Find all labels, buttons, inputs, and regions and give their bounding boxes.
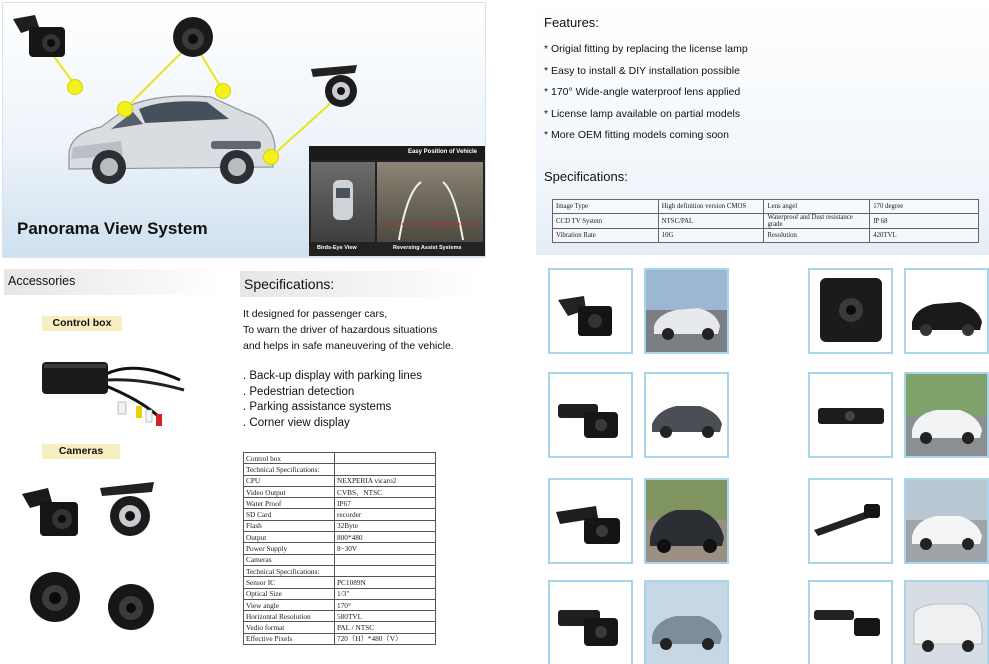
control-box-label: Control box (42, 316, 122, 331)
features-heading: Features: (544, 15, 599, 30)
inset-caption: Birds-Eye View (317, 245, 357, 251)
spec-row (244, 464, 436, 475)
car-photo[interactable] (644, 268, 729, 354)
spec-value (335, 453, 436, 464)
camera-icon (9, 13, 69, 63)
camera-icon (18, 484, 82, 542)
specifications-heading: Specifications: (240, 271, 480, 297)
spec-label: Water Proof (244, 498, 335, 509)
spec-label: CPU (244, 475, 335, 486)
spec-label: CCD TV System (553, 214, 659, 229)
spec-value: 580TVL (335, 611, 436, 622)
spec-value (335, 565, 436, 576)
callout-dot (263, 149, 279, 165)
spec-label: SD Card (244, 509, 335, 520)
product-thumbnail[interactable] (808, 478, 893, 564)
hero-banner (2, 2, 486, 258)
camera-icon (28, 570, 82, 624)
spec-row (244, 498, 436, 509)
spec-value: 420TVL (870, 229, 979, 243)
car-photo[interactable] (904, 372, 989, 458)
birds-eye-view-image (311, 162, 375, 242)
spec-label: Sensor IC (244, 577, 335, 588)
spec-value: 720（H）*480（V） (335, 633, 436, 644)
spec-row (244, 577, 436, 588)
spec-label: Vedio format (244, 622, 335, 633)
spec-label: View angle (244, 599, 335, 610)
control-box-icon (40, 350, 190, 435)
product-thumbnail[interactable] (808, 580, 893, 664)
spec-label: Technical Specifications: (244, 464, 335, 475)
car-photo[interactable] (904, 478, 989, 564)
spec-label: Output (244, 532, 335, 543)
spec-value: 170 degree (870, 200, 979, 214)
spec-row (244, 475, 436, 486)
spec-value (335, 554, 436, 565)
spec-label: Resolution (764, 229, 870, 243)
spec-label: Vibration Rate (553, 229, 659, 243)
spec-row (553, 200, 979, 214)
spec-label: Waterproof and Dust resistance grade (764, 214, 870, 229)
spec-table (243, 452, 436, 645)
callout-dot (67, 79, 83, 95)
spec-label: Video Output (244, 486, 335, 497)
spec-row (244, 453, 436, 464)
spec-value: PAL / NTSC (335, 622, 436, 633)
spec-row (244, 611, 436, 622)
spec-row (244, 520, 436, 531)
spec-row (244, 509, 436, 520)
inset-caption: Reversing Assist Systems (393, 245, 462, 251)
right-page (536, 0, 989, 664)
specifications-heading: Specifications: (544, 169, 628, 184)
bullet-item: . Pedestrian detection (243, 385, 355, 398)
bullet-item: . Parking assistance systems (243, 401, 392, 413)
product-description (243, 306, 483, 354)
car-photo[interactable] (904, 268, 989, 354)
spec-row (244, 554, 436, 565)
camera-icon (309, 61, 361, 109)
description-line: and helps in safe maneuvering of the vehicle. (243, 340, 454, 352)
features-list (544, 39, 748, 147)
spec-value: PC1089N (335, 577, 436, 588)
camera-icon (169, 13, 217, 61)
inset-heading: Easy Position of Vehicle (309, 146, 485, 160)
car-photo[interactable] (644, 580, 729, 664)
spec-value: CVBS、NTSC (335, 486, 436, 497)
spec-value: IP67 (335, 498, 436, 509)
spec-label: Cameras (244, 554, 335, 565)
spec-value: 170° (335, 599, 436, 610)
bullet-item: . Corner view display (243, 416, 350, 429)
spec-row (244, 633, 436, 644)
car-photo[interactable] (644, 372, 729, 458)
spec-row (553, 229, 979, 243)
description-line: It designed for passenger cars, (243, 308, 388, 320)
feature-item: * License lamp available on partial models (544, 107, 741, 120)
spec-row (244, 599, 436, 610)
car-photo[interactable] (644, 478, 729, 564)
bullet-item: . Back-up display with parking lines (243, 370, 422, 382)
spec-value: 1/3" (335, 588, 436, 599)
feature-bullets (243, 369, 422, 431)
car-photo[interactable] (904, 580, 989, 664)
spec-label: Flash (244, 520, 335, 531)
camera-spec-table (552, 199, 979, 243)
spec-row (244, 588, 436, 599)
spec-row (244, 565, 436, 576)
spec-label: Optical Size (244, 588, 335, 599)
spec-value: High definition version CMOS (658, 200, 764, 214)
spec-row (244, 622, 436, 633)
spec-value: NEXPERIA vicaro2 (335, 475, 436, 486)
spec-row (244, 532, 436, 543)
spec-value: 8~30V (335, 543, 436, 554)
feature-item: * Origial fitting by replacing the license lamp (544, 43, 748, 55)
feature-item: * Easy to install & DIY installation possible (544, 64, 740, 77)
product-thumbnail[interactable] (548, 478, 633, 564)
spec-value: recorder (335, 509, 436, 520)
reversing-assist-image (377, 162, 483, 242)
spec-label: Control box (244, 453, 335, 464)
spec-value (335, 464, 436, 475)
spec-value: 32Byte (335, 520, 436, 531)
product-thumbnail[interactable] (548, 580, 633, 664)
camera-icon (98, 478, 160, 540)
features-panel (536, 3, 989, 255)
page-title: Panorama View System (17, 219, 208, 238)
spec-label: Image Type (553, 200, 659, 214)
spec-label: Power Supply (244, 543, 335, 554)
spec-value: 800*480 (335, 532, 436, 543)
cameras-label: Cameras (42, 444, 120, 459)
feature-item: * 170° Wide-angle waterproof lens applied (544, 86, 741, 98)
accessories-heading: Accessories (4, 269, 224, 295)
product-thumbnail[interactable] (548, 268, 633, 354)
left-page (0, 0, 487, 664)
spec-row (244, 543, 436, 554)
spec-row (553, 214, 979, 229)
spec-label: Technical Specifications: (244, 565, 335, 576)
parking-display-inset (309, 146, 485, 256)
spec-label: Horizontal Resolution (244, 611, 335, 622)
product-thumbnail[interactable] (548, 372, 633, 458)
product-thumbnail[interactable] (808, 372, 893, 458)
spec-label: Lens angel (764, 200, 870, 214)
description-line: To warn the driver of hazardous situations (243, 324, 438, 336)
feature-item: * More OEM fitting models coming soon (544, 129, 729, 141)
spec-value: IP 68 (870, 214, 979, 229)
camera-icon (106, 582, 156, 632)
spec-value: NTSC/PAL (658, 214, 764, 229)
spec-label: Effective Pixels (244, 633, 335, 644)
callout-dot (117, 101, 133, 117)
spec-row (244, 486, 436, 497)
spec-value: 10G (658, 229, 764, 243)
callout-dot (215, 83, 231, 99)
product-thumbnail[interactable] (808, 268, 893, 354)
